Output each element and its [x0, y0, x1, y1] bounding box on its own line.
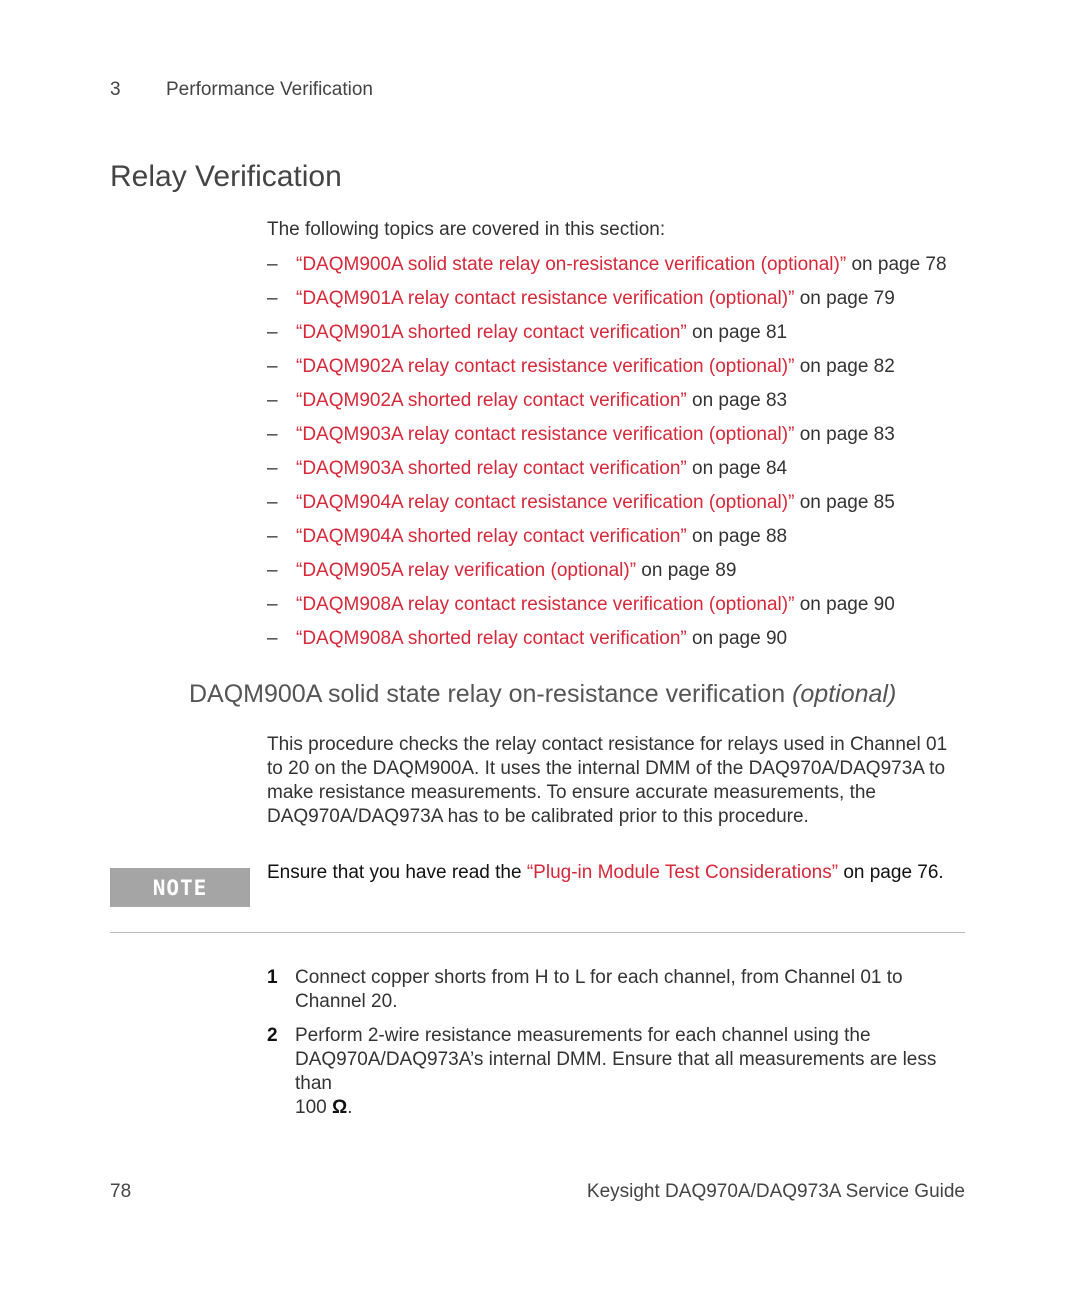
- list-dash: –: [267, 254, 278, 275]
- topic-link[interactable]: “DAQM903A relay contact resistance verification (optional)”: [296, 424, 795, 445]
- list-item: [267, 491, 987, 525]
- step-number: 1: [267, 967, 278, 988]
- note-link[interactable]: “Plug-in Module Test Considerations”: [526, 862, 839, 883]
- list-item: [267, 355, 987, 389]
- topic-link[interactable]: “DAQM904A shorted relay contact verification”: [296, 526, 687, 547]
- note-text: [267, 862, 944, 884]
- topic-link[interactable]: “DAQM908A shorted relay contact verification”: [296, 628, 687, 649]
- list-dash: –: [267, 560, 278, 581]
- list-dash: –: [267, 492, 278, 513]
- topic-link[interactable]: “DAQM900A solid state relay on-resistance verification (optional)”: [296, 254, 847, 275]
- page-ref: on page 85: [794, 492, 895, 513]
- topic-link[interactable]: “DAQM902A shorted relay contact verification”: [296, 390, 687, 411]
- topic-link[interactable]: “DAQM903A shorted relay contact verification”: [296, 458, 687, 479]
- list-item: [267, 321, 987, 355]
- step-value-end: .: [347, 1097, 353, 1118]
- step-item: [267, 1024, 957, 1120]
- page-ref: on page 83: [686, 390, 788, 411]
- topic-link[interactable]: “DAQM901A shorted relay contact verification”: [296, 322, 687, 343]
- chapter-title: Performance Verification: [166, 79, 373, 100]
- footer-page-number: 78: [110, 1181, 132, 1202]
- topic-list: [267, 253, 987, 661]
- list-item: [267, 457, 987, 491]
- step-text: Perform 2-wire resistance measurements for each channel using the DAQ970A/DAQ973A’s internal DMM. Ensure that all measurements are less than: [295, 1025, 937, 1094]
- note-suffix: on page 76.: [838, 862, 944, 883]
- topic-link[interactable]: “DAQM904A relay contact resistance verification (optional)”: [296, 492, 795, 513]
- list-item: [267, 559, 987, 593]
- intro-text: The following topics are covered in this section:: [267, 219, 666, 240]
- page-ref: on page 89: [636, 560, 737, 581]
- list-item: [267, 423, 987, 457]
- list-dash: –: [267, 458, 278, 479]
- list-dash: –: [267, 424, 278, 445]
- step-value-number: 100: [295, 1097, 332, 1118]
- page-ref: on page 81: [686, 322, 788, 343]
- page-ref: on page 78: [846, 254, 947, 275]
- section-title-optional: (optional): [792, 680, 897, 708]
- section-paragraph: This procedure checks the relay contact resistance for relays used in Channel 01 to 20 on the DAQM900A. It uses the internal DMM of the DAQ970A/DAQ973A to make resistance measurements. To ensure accurate measurements, the DAQ970A/DAQ973A has to be calibrated prior to this procedure.: [267, 734, 948, 827]
- note-prefix: Ensure that you have read the: [267, 862, 527, 883]
- list-dash: –: [267, 288, 278, 309]
- list-item: [267, 593, 987, 627]
- page-title: Relay Verification: [110, 160, 342, 193]
- section-title-text: DAQM900A solid state relay on-resistance verification: [189, 680, 793, 708]
- step-text: Connect copper shorts from H to L for each channel, from Channel 01 to Channel 20.: [295, 967, 903, 1012]
- note-badge: NOTE: [110, 868, 250, 907]
- step-item: [267, 966, 957, 1014]
- chapter-number: 3: [110, 79, 121, 100]
- list-item: [267, 253, 987, 287]
- list-dash: –: [267, 390, 278, 411]
- list-dash: –: [267, 594, 278, 615]
- list-item: [267, 525, 987, 559]
- list-dash: –: [267, 526, 278, 547]
- step-value: [295, 1096, 957, 1120]
- page-ref: on page 82: [794, 356, 895, 377]
- topic-link[interactable]: “DAQM908A relay contact resistance verification (optional)”: [296, 594, 795, 615]
- section-title: [189, 680, 896, 709]
- topic-link[interactable]: “DAQM901A relay contact resistance verification (optional)”: [296, 288, 795, 309]
- step-number: 2: [267, 1025, 278, 1046]
- list-dash: –: [267, 322, 278, 343]
- page-ref: on page 90: [686, 628, 788, 649]
- list-dash: –: [267, 356, 278, 377]
- page-ref: on page 83: [794, 424, 895, 445]
- ohm-symbol: Ω: [331, 1097, 348, 1118]
- list-item: [267, 287, 987, 321]
- divider: [110, 932, 965, 933]
- page-ref: on page 88: [686, 526, 788, 547]
- topic-link[interactable]: “DAQM905A relay verification (optional)”: [296, 560, 637, 581]
- page-ref: on page 84: [686, 458, 788, 479]
- procedure-steps: [267, 966, 957, 1130]
- list-item: [267, 627, 987, 661]
- list-dash: –: [267, 628, 278, 649]
- list-item: [267, 389, 987, 423]
- footer-guide-title: Keysight DAQ970A/DAQ973A Service Guide: [586, 1181, 965, 1202]
- topic-link[interactable]: “DAQM902A relay contact resistance verification (optional)”: [296, 356, 795, 377]
- page-ref: on page 90: [794, 594, 895, 615]
- page-ref: on page 79: [794, 288, 895, 309]
